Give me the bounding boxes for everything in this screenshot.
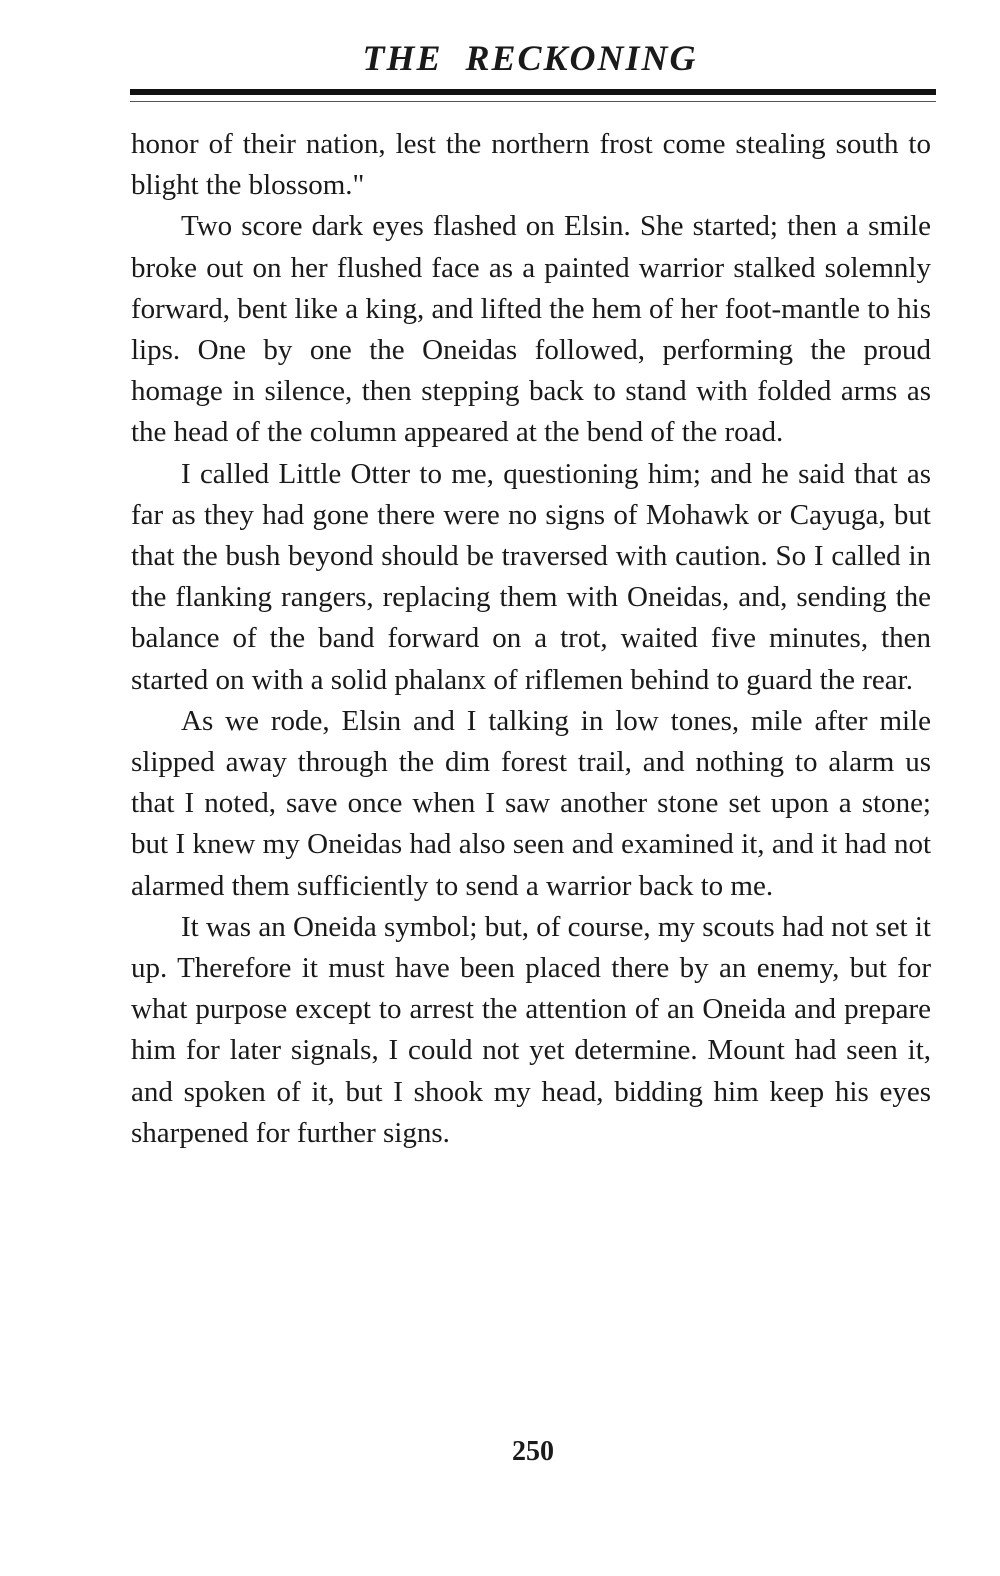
header-rule-thick (130, 89, 936, 95)
body-text (131, 124, 931, 1154)
paragraph: As we rode, Elsin and I talking in low tones, mile after mile slipped away through the dim forest trail, and nothing to alarm us that I noted, save once when I saw another stone set upon a stone; but I knew my Oneidas had also seen and examined it, and it had not alarmed them sufficiently to send a warrior back to me. (131, 704, 931, 902)
paragraph: Two score dark eyes flashed on Elsin. She started; then a smile broke out on her flushed face as a painted warrior stalked solemnly forward, bent like a king, and lifted the hem of her foot-mantle to his lips. One by one the Oneidas followed, performing the proud homage in silence, then stepping back to stand with folded arms as the head of the column appeared at the bend of the road. (131, 210, 931, 449)
running-head-title: THE RECKONING (362, 38, 698, 78)
page-number: 250 (512, 1436, 554, 1467)
header-rule-thin (130, 101, 936, 102)
paragraph-continued: honor of their nation, lest the northern frost come stealing south to blight the blossom." (131, 128, 931, 202)
paragraph: I called Little Otter to me, questioning him; and he said that as far as they had gone there were no signs of Mohawk or Cayuga, but that the bush beyond should be traversed with caution. So I called in the flanking rangers, replacing them with Oneidas, and, sending the balance of the band forward on a trot, waited five minutes, then started on with a solid phalanx of riflemen behind to guard the rear. (131, 457, 931, 696)
paragraph: It was an Oneida symbol; but, of course, my scouts had not set it up. Therefore it must have been placed there by an enemy, but for what purpose except to arrest the attention of an Oneida and prepare him for later signals, I could not yet determine. Mount had seen it, and spoken of it, but I shook my head, bidding him keep his eyes sharpened for further signs. (131, 910, 931, 1149)
